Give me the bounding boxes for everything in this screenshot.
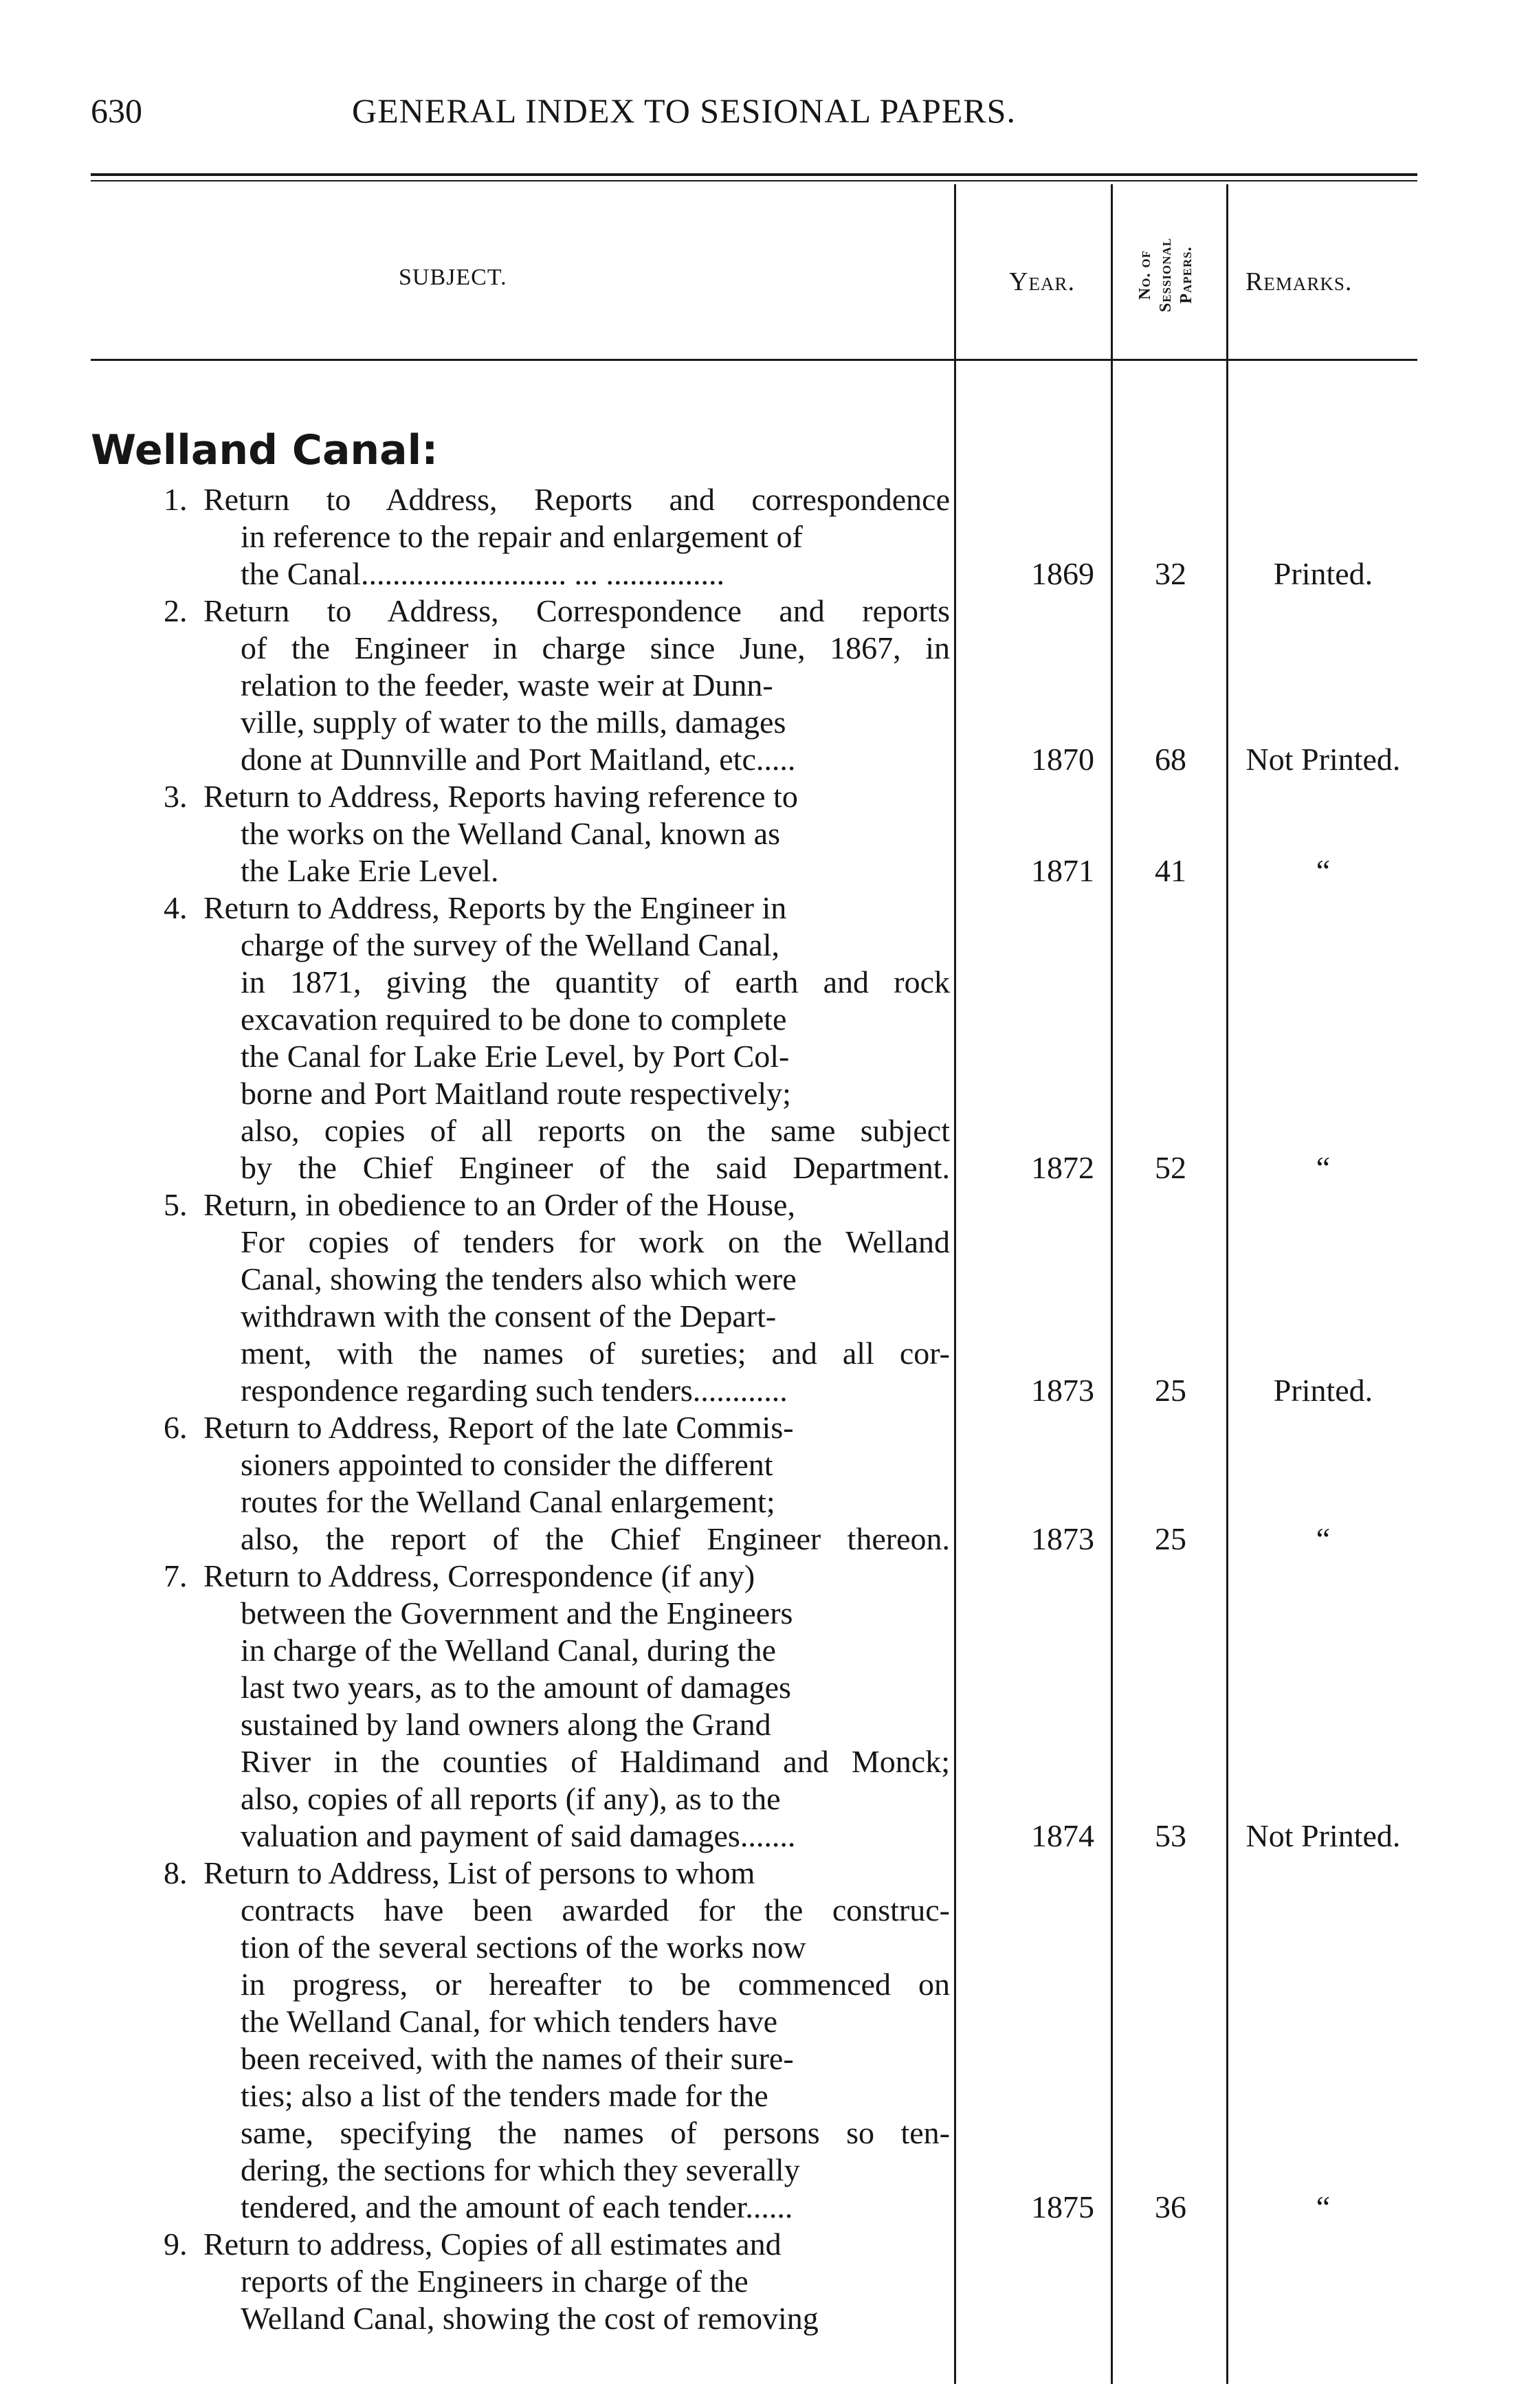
entry-text-line: the Canal.......................... ... ............... (241, 556, 724, 591)
entry-text-line: in reference to the repair and enlargement of (241, 519, 803, 554)
entry-year: 1873 (1031, 1521, 1094, 1556)
entry-text-line: excavation required to be done to complete (241, 1002, 787, 1037)
column-header-subject: SUBJECT. (399, 265, 507, 290)
entry-text-line: charge of the survey of the Welland Canal, (241, 927, 779, 962)
entry-text-line: relation to the feeder, waste weir at Dunn- (241, 667, 773, 703)
entry-text-line: the works on the Welland Canal, known as (241, 816, 780, 851)
entry-text-line: dering, the sections for which they severally (241, 2152, 800, 2187)
entry-number: 8. (164, 1855, 188, 1890)
entry-number: 6. (164, 1410, 188, 1445)
entry-remarks: Not Printed. (1245, 1818, 1401, 1853)
entry-text-line: the Canal for Lake Erie Level, by Port Col- (241, 1039, 790, 1074)
section-title: Welland Canal: (91, 426, 439, 474)
header-rule-top (91, 173, 1417, 176)
papers-header-line1: No. of (1136, 250, 1154, 300)
entry-text-line: ville, supply of water to the mills, damages (241, 705, 786, 740)
column-divider-papers-remarks (1226, 184, 1228, 2384)
entry-text-line: ment, with the names of sureties; and all cor- (241, 1336, 950, 1371)
entry-text-line: routes for the Welland Canal enlargement; (241, 1484, 775, 1519)
entry-number: 7. (164, 1558, 188, 1593)
entry-remarks: “ (1316, 2189, 1331, 2224)
entry-text-line: tendered, and the amount of each tender...... (241, 2189, 793, 2224)
entry-text-line: in progress, or hereafter to be commenced on (241, 1967, 950, 2002)
entry-paper-number: 52 (1155, 1150, 1186, 1185)
entry-year: 1870 (1031, 742, 1094, 777)
entry-remarks: “ (1316, 853, 1331, 888)
entry-paper-number: 25 (1155, 1521, 1186, 1556)
entry-text-line: the Welland Canal, for which tenders have (241, 2004, 778, 2039)
entry-text-line: Return to Address, Reports having reference to (203, 779, 798, 814)
entry-paper-number: 53 (1155, 1818, 1186, 1853)
entry-number: 5. (164, 1187, 188, 1222)
column-header-rule (91, 359, 1417, 361)
entry-text-line: tion of the several sections of the works now (241, 1930, 806, 1965)
entry-text-line: Return to Address, Correspondence (if any) (203, 1558, 755, 1593)
entry-paper-number: 36 (1155, 2189, 1186, 2224)
entry-number: 3. (164, 779, 188, 814)
entry-text-line: also, the report of the Chief Engineer thereon. (241, 1521, 950, 1556)
entry-text-line: sustained by land owners along the Grand (241, 1707, 771, 1742)
entry-text-line: Return, in obedience to an Order of the House, (203, 1187, 795, 1222)
entry-text-line: River in the counties of Haldimand and Monck; (241, 1744, 950, 1779)
entry-paper-number: 41 (1155, 853, 1186, 888)
entry-year: 1875 (1031, 2189, 1094, 2224)
papers-header-line2: Sessional (1157, 237, 1175, 313)
entry-text-line: valuation and payment of said damages....... (241, 1818, 796, 1853)
entry-number: 4. (164, 890, 188, 925)
entry-text-line: Return to address, Copies of all estimates and (203, 2227, 782, 2262)
entry-text-line: For copies of tenders for work on the Welland (241, 1224, 950, 1259)
entry-year: 1871 (1031, 853, 1094, 888)
entry-text-line: also, copies of all reports (if any), as to the (241, 1781, 781, 1816)
entry-text-line: in charge of the Welland Canal, during the (241, 1633, 776, 1668)
entry-text-line: been received, with the names of their sure- (241, 2041, 794, 2076)
entry-text-line: ties; also a list of the tenders made for the (241, 2078, 768, 2113)
entry-text-line: Return to Address, Reports by the Engineer in (203, 890, 787, 925)
entry-text-line: Return to Address, Reports and correspondence (203, 482, 950, 517)
entry-text-line: contracts have been awarded for the construc- (241, 1892, 950, 1927)
column-header-year: Year. (1009, 267, 1075, 296)
entry-text-line: Canal, showing the tenders also which were (241, 1261, 797, 1296)
entry-year: 1872 (1031, 1150, 1094, 1185)
entry-text-line: by the Chief Engineer of the said Department. (241, 1150, 950, 1185)
column-divider-year-papers (1111, 184, 1113, 2384)
entry-text-line: Return to Address, Correspondence and reports (203, 593, 950, 628)
entry-text-line: between the Government and the Engineers (241, 1595, 793, 1631)
papers-header-line3: Papers. (1177, 246, 1195, 304)
entry-remarks: “ (1316, 1150, 1331, 1185)
entry-paper-number: 25 (1155, 1373, 1186, 1408)
entry-text-line: in 1871, giving the quantity of earth and rock (241, 964, 950, 999)
entry-number: 9. (164, 2227, 188, 2262)
entry-paper-number: 32 (1155, 556, 1186, 591)
column-header-remarks: Remarks. (1245, 267, 1353, 296)
entry-remarks: Not Printed. (1245, 742, 1401, 777)
column-header-papers (1097, 206, 1234, 344)
entry-text-line: done at Dunnville and Port Maitland, etc..... (241, 742, 796, 777)
entry-text-line: the Lake Erie Level. (241, 853, 499, 888)
entry-text-line: Return to Address, List of persons to whom (203, 1855, 755, 1890)
entry-text-line: last two years, as to the amount of damages (241, 1670, 791, 1705)
entry-text-line: withdrawn with the consent of the Depart- (241, 1299, 777, 1334)
entry-number: 2. (164, 593, 188, 628)
entry-text-line: respondence regarding such tenders............ (241, 1373, 788, 1408)
entry-remarks: “ (1316, 1521, 1331, 1556)
entry-text-line: of the Engineer in charge since June, 1867, in (241, 630, 950, 665)
running-title: GENERAL INDEX TO SESIONAL PAPERS. (352, 91, 1016, 130)
entry-year: 1874 (1031, 1818, 1094, 1853)
page-number: 630 (91, 91, 142, 130)
entry-year: 1873 (1031, 1373, 1094, 1408)
entry-number: 1. (164, 482, 188, 517)
header-rule-bottom (91, 180, 1417, 181)
entry-text-line: sioners appointed to consider the different (241, 1447, 773, 1482)
entry-text-line: Welland Canal, showing the cost of removing (241, 2301, 819, 2336)
entry-text-line: same, specifying the names of persons so ten- (241, 2115, 950, 2150)
entry-year: 1869 (1031, 556, 1094, 591)
entry-text-line: Return to Address, Report of the late Commis- (203, 1410, 794, 1445)
entry-remarks: Printed. (1273, 556, 1373, 591)
entry-remarks: Printed. (1273, 1373, 1373, 1408)
column-divider-subject-year (954, 184, 956, 2384)
entry-text-line: reports of the Engineers in charge of the (241, 2264, 749, 2299)
entry-text-line: also, copies of all reports on the same subject (241, 1113, 950, 1148)
entry-text-line: borne and Port Maitland route respectively; (241, 1076, 791, 1111)
entry-paper-number: 68 (1155, 742, 1186, 777)
